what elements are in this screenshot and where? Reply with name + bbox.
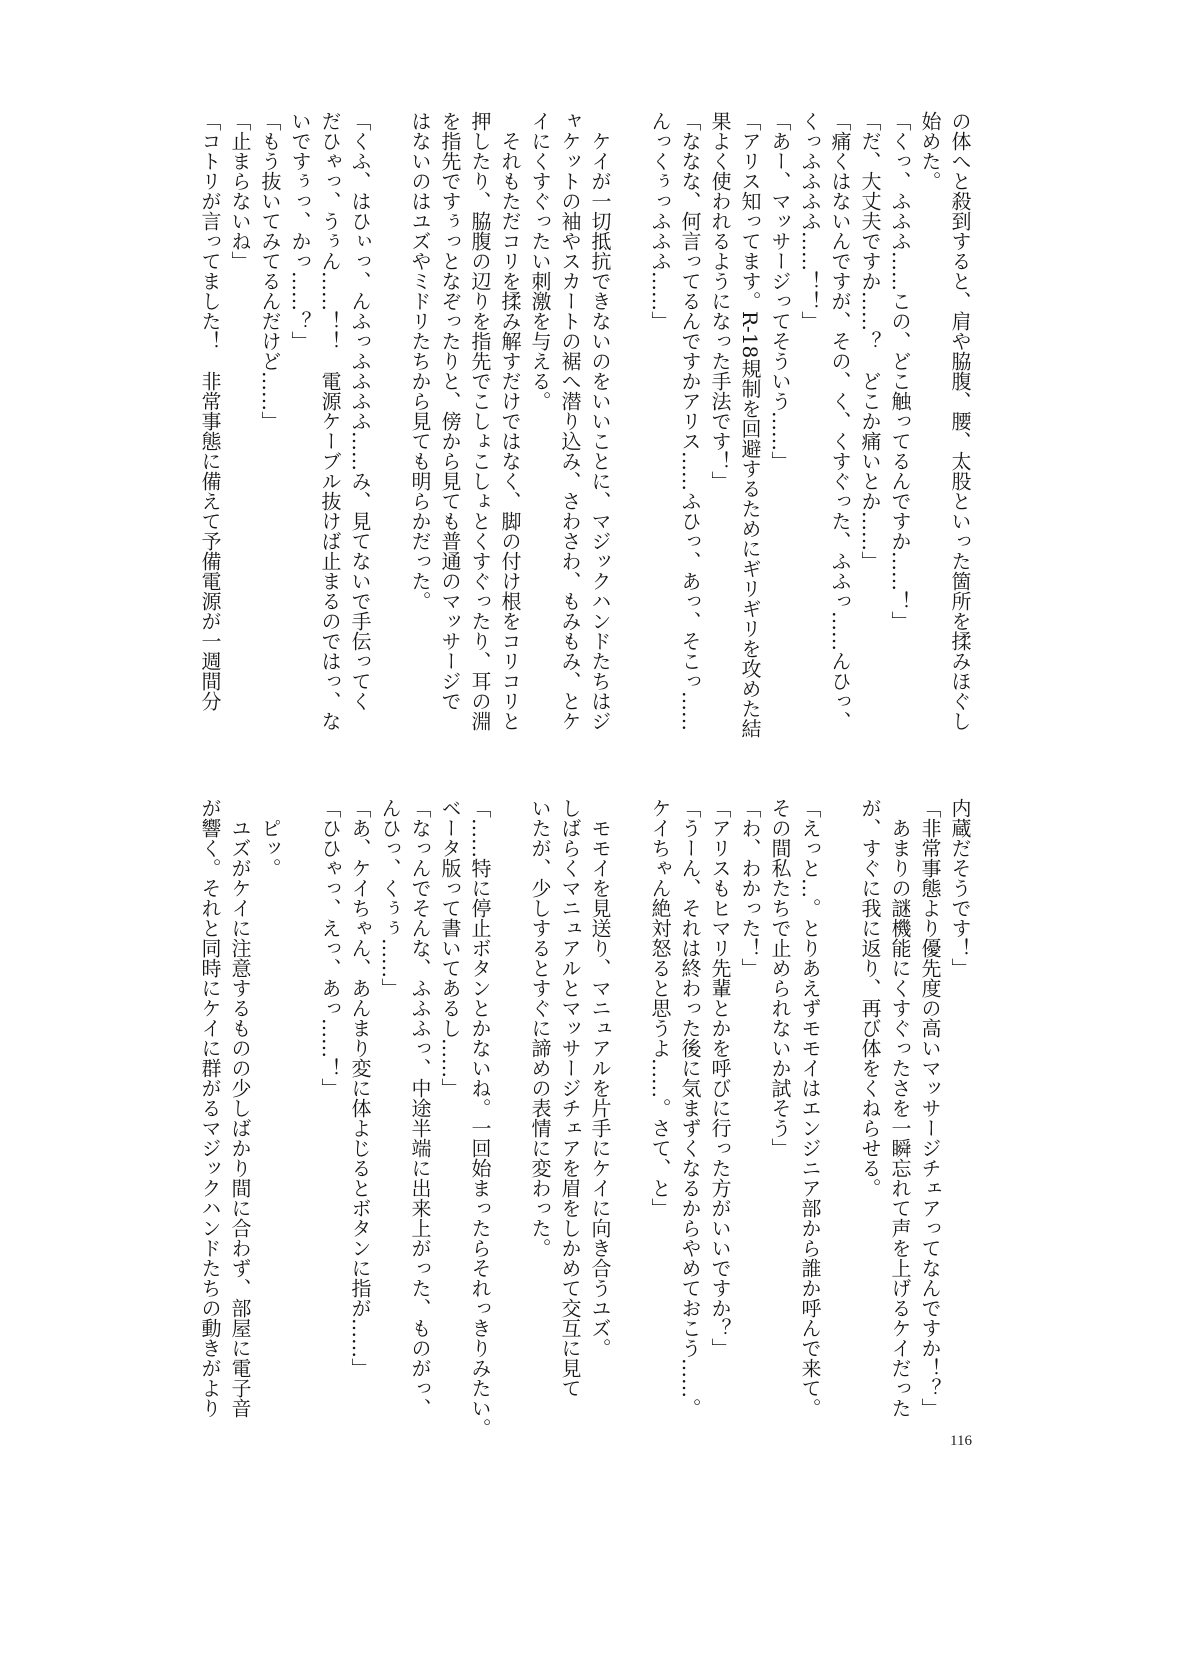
- dialogue-line: んひっ、くぅぅ……」: [378, 798, 402, 998]
- dialogue-line: 「アリスもヒマリ先輩とかを呼びに行った方がいいですか？」: [708, 798, 732, 1358]
- dialogue-line: 「あー、マッサージってそういう……」: [768, 111, 792, 471]
- dialogue-line: 「……特に停止ボタンとかないね。一回始まったらそれっきりみたい。: [468, 798, 492, 1438]
- narration-line: 押したり、脇腹の辺りを指先でこしょこしょとくすぐったり、耳の淵: [468, 111, 492, 731]
- blank-line: [495, 798, 525, 1422]
- dialogue-line: 「もう抜いてみてるんだけど……」: [258, 111, 282, 431]
- dialogue-line: 「くふ、はひぃっ、んふっふふふふ……み、見てないで手伝ってく: [348, 111, 372, 711]
- narration-line: が響く。それと同時にケイに群がるマジックハンドたちの動きがより: [198, 798, 222, 1418]
- blank-line: [615, 798, 645, 1422]
- narration-line: それもただコリを揉み解すだけではなく、脚の付け根をコリコリと: [498, 131, 522, 731]
- dialogue-line: 「ななな、何言ってるんですかアリス……ふひっ、あっ、そこっ……: [678, 111, 702, 731]
- narration-line: ケイが一切抵抗できないのをいいことに、マジックハンドたちはジ: [588, 131, 612, 731]
- dialogue-line: 「あ、ケイちゃん、あんまり変に体よじるとボタンに指が……」: [348, 798, 372, 1378]
- narration-line: あまりの謎機能にくすぐったさを一瞬忘れて声を上げるケイだった: [888, 818, 912, 1418]
- dialogue-line: ベータ版って書いてあるし……」: [438, 798, 462, 1098]
- narration-line: イにくすぐったい刺激を与える。: [528, 111, 552, 411]
- dialogue-line: 果よく使われるようになった手法です！」: [708, 111, 732, 491]
- narration-line: ャケットの袖やスカートの裾へ潜り込み、さわさわ、もみもみ、とケ: [558, 111, 582, 731]
- upper-text-block: [195, 111, 975, 739]
- dialogue-line: だひゃっ、うぅん……！！ 電源ケーブル抜けば止まるのではっ、な: [318, 111, 342, 731]
- narration-line: しばらくマニュアルとマッサージチェアを眉をしかめて交互に見て: [558, 798, 582, 1398]
- dialogue-line: 「アリス知ってます。R-18規制を回避するためにギリギリを攻めた結: [738, 111, 762, 739]
- narration-line: の体へと殺到すると、肩や脇腹、腰、太股といった箇所を揉みほぐし: [948, 111, 972, 731]
- narration-line: が、すぐに我に返り、再び体をくねらせる。: [858, 798, 882, 1198]
- dialogue-line: 「コトリが言ってました！ 非常事態に備えて予備電源が一週間分: [198, 111, 222, 711]
- dialogue-line: くっふふふふ……！！」: [798, 111, 822, 331]
- dialogue-line: 「ひひゃっ、えっ、あっ……！」: [318, 798, 342, 1098]
- dialogue-line: ケイちゃん絶対怒ると思うよ……。さて、と」: [648, 798, 672, 1218]
- blank-line: [285, 798, 315, 1422]
- dialogue-line: いですぅっ、かっ……？」: [288, 111, 312, 351]
- dialogue-line: 「止まらないね」: [228, 111, 252, 271]
- dialogue-line: 「わ、わかった！」: [738, 798, 762, 978]
- dialogue-line: 「うーん、それは終わった後に気まずくなるからやめておこう……。: [678, 798, 702, 1418]
- dialogue-line: 「非常事態より優先度の高いマッサージチェアってなんですか！？」: [918, 798, 942, 1418]
- narration-line: はないのはユズやミドリたちから見ても明らかだった。: [408, 111, 432, 611]
- page-number: 116: [950, 1433, 972, 1449]
- blank-line: [615, 111, 645, 735]
- dialogue-line: 「えっと…。とりあえずモモイはエンジニア部から誰か呼んで来て。: [798, 798, 822, 1418]
- dialogue-line: んっくぅっふふふ……」: [648, 111, 672, 331]
- dialogue-line: 内蔵だそうです！」: [948, 798, 972, 978]
- dialogue-line: その間私たちで止められないか試そう」: [768, 798, 792, 1158]
- narration-line: ユズがケイに注意するものの少しばかり間に合わず、部屋に電子音: [228, 818, 252, 1418]
- blank-line: [825, 798, 855, 1422]
- narration-line: を指先ですぅっとなぞったりと、傍から見ても普通のマッサージで: [438, 111, 462, 711]
- dialogue-line: 「なっんでそんな、ふふふっ、中途半端に出来上がった、ものがっ、: [408, 798, 432, 1418]
- narration-line: モモイを見送り、マニュアルを片手にケイに向き合うユズ。: [588, 818, 612, 1358]
- narration-line: 始めた。: [918, 111, 942, 191]
- dialogue-line: 「くっ、ふふふ……この、どこ触ってるんですか……！」: [888, 111, 912, 631]
- lower-text-block: [195, 798, 975, 1438]
- narration-line: いたが、少しするとすぐに諦めの表情に変わった。: [528, 798, 552, 1258]
- narration-line: ピッ。: [258, 818, 282, 878]
- blank-line: [375, 111, 405, 735]
- dialogue-line: 「痛くはないんですが、その、く、くすぐった、ふふっ……んひっ、: [828, 111, 852, 731]
- dialogue-line: 「だ、大丈夫ですか……？ どこか痛いとか……」: [858, 111, 882, 571]
